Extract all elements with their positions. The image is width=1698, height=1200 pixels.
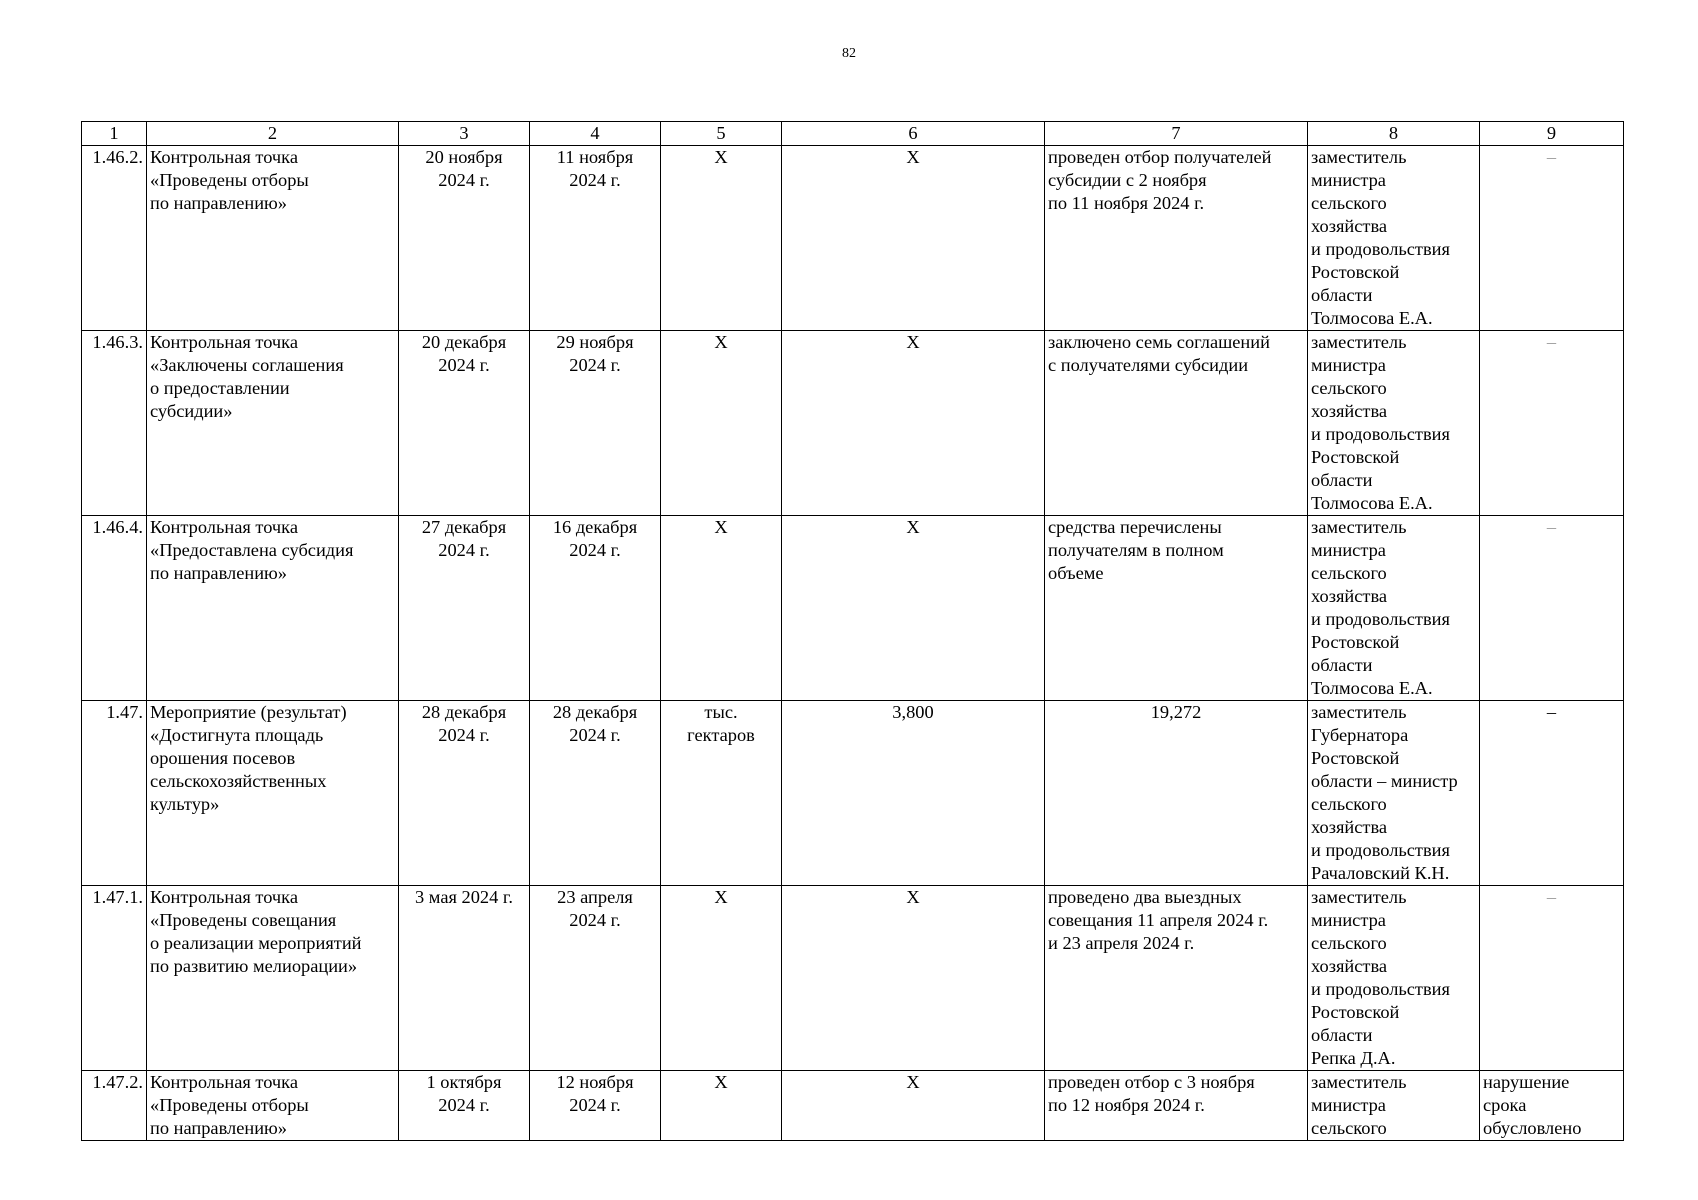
- header-cell: 5: [661, 122, 782, 146]
- plan-date: 20 декабря 2024 г.: [399, 331, 530, 516]
- unit: Х: [661, 516, 782, 701]
- note-text: –: [1546, 147, 1557, 167]
- table-header-row: [82, 122, 1624, 146]
- plan-value: Х: [782, 886, 1045, 1071]
- row-number: 1.46.3.: [82, 331, 147, 516]
- report-table: [81, 121, 1624, 1141]
- fact-date: 28 декабря 2024 г.: [530, 701, 661, 886]
- plan-date: 3 мая 2024 г.: [399, 886, 530, 1071]
- note: [1480, 1071, 1624, 1141]
- row-number: 1.47.: [82, 701, 147, 886]
- header-cell: 2: [147, 122, 399, 146]
- responsible: заместитель министра сельского хозяйства и продовольствия Ростовской области Толмосова Е.А.: [1308, 146, 1480, 331]
- fact-date: 23 апреля 2024 г.: [530, 886, 661, 1071]
- plan-value: Х: [782, 516, 1045, 701]
- header-cell: 4: [530, 122, 661, 146]
- responsible: заместитель министра сельского хозяйства и продовольствия Ростовской области Репка Д.А.: [1308, 886, 1480, 1071]
- fact-value: заключено семь соглашений с получателями субсидии: [1045, 331, 1308, 516]
- unit: Х: [661, 331, 782, 516]
- plan-date: 1 октября 2024 г.: [399, 1071, 530, 1141]
- note: [1480, 516, 1624, 701]
- fact-date: 12 ноября 2024 г.: [530, 1071, 661, 1141]
- header-cell: 8: [1308, 122, 1480, 146]
- plan-date: 28 декабря 2024 г.: [399, 701, 530, 886]
- note: [1480, 146, 1624, 331]
- row-name: Мероприятие (результат) «Достигнута площадь орошения посевов сельскохозяйственных культур»: [147, 701, 399, 886]
- plan-date: 20 ноября 2024 г.: [399, 146, 530, 331]
- header-cell: 7: [1045, 122, 1308, 146]
- table-row: [82, 516, 1624, 701]
- table-row: [82, 331, 1624, 516]
- responsible: заместитель Губернатора Ростовской области – министр сельского хозяйства и продовольствия Рачаловский К.Н.: [1308, 701, 1480, 886]
- unit: Х: [661, 1071, 782, 1141]
- row-name: Контрольная точка «Проведены совещания о реализации мероприятий по развитию мелиорации»: [147, 886, 399, 1071]
- responsible: заместитель министра сельского хозяйства и продовольствия Ростовской области Толмосова Е.А.: [1308, 516, 1480, 701]
- header-cell: 9: [1480, 122, 1624, 146]
- row-number: 1.47.2.: [82, 1071, 147, 1141]
- unit: тыс. гектаров: [661, 701, 782, 886]
- plan-value: 3,800: [782, 701, 1045, 886]
- header-cell: 6: [782, 122, 1045, 146]
- note-text: нарушение срока обусловлено: [1483, 1072, 1582, 1138]
- responsible: заместитель министра сельского: [1308, 1071, 1480, 1141]
- table-row: [82, 886, 1624, 1071]
- fact-date: 29 ноября 2024 г.: [530, 331, 661, 516]
- fact-value: средства перечислены получателям в полном объеме: [1045, 516, 1308, 701]
- plan-date: 27 декабря 2024 г.: [399, 516, 530, 701]
- fact-date: 16 декабря 2024 г.: [530, 516, 661, 701]
- row-number: 1.46.4.: [82, 516, 147, 701]
- page-number: 82: [842, 46, 856, 61]
- note: [1480, 886, 1624, 1071]
- unit: Х: [661, 146, 782, 331]
- unit: Х: [661, 886, 782, 1071]
- row-number: 1.47.1.: [82, 886, 147, 1071]
- fact-date: 11 ноября 2024 г.: [530, 146, 661, 331]
- plan-value: Х: [782, 146, 1045, 331]
- row-number: 1.46.2.: [82, 146, 147, 331]
- header-cell: 3: [399, 122, 530, 146]
- header-cell: 1: [82, 122, 147, 146]
- plan-value: Х: [782, 1071, 1045, 1141]
- note-text: –: [1546, 332, 1557, 352]
- responsible: заместитель министра сельского хозяйства и продовольствия Ростовской области Толмосова Е.А.: [1308, 331, 1480, 516]
- row-name: Контрольная точка «Предоставлена субсидия по направлению»: [147, 516, 399, 701]
- fact-value: проведен отбор с 3 ноября по 12 ноября 2024 г.: [1045, 1071, 1308, 1141]
- note-text: –: [1546, 887, 1557, 907]
- table-row: [82, 701, 1624, 886]
- table-row: [82, 1071, 1624, 1141]
- fact-value: проведен отбор получателей субсидии с 2 ноября по 11 ноября 2024 г.: [1045, 146, 1308, 331]
- note: [1480, 701, 1624, 886]
- fact-value: проведено два выездных совещания 11 апреля 2024 г. и 23 апреля 2024 г.: [1045, 886, 1308, 1071]
- row-name: Контрольная точка «Проведены отборы по направлению»: [147, 1071, 399, 1141]
- row-name: Контрольная точка «Заключены соглашения о предоставлении субсидии»: [147, 331, 399, 516]
- note-text: –: [1546, 517, 1557, 537]
- fact-value: 19,272: [1045, 701, 1308, 886]
- table-row: [82, 146, 1624, 331]
- plan-value: Х: [782, 331, 1045, 516]
- row-name: Контрольная точка «Проведены отборы по направлению»: [147, 146, 399, 331]
- note: [1480, 331, 1624, 516]
- note-text: –: [1546, 702, 1557, 722]
